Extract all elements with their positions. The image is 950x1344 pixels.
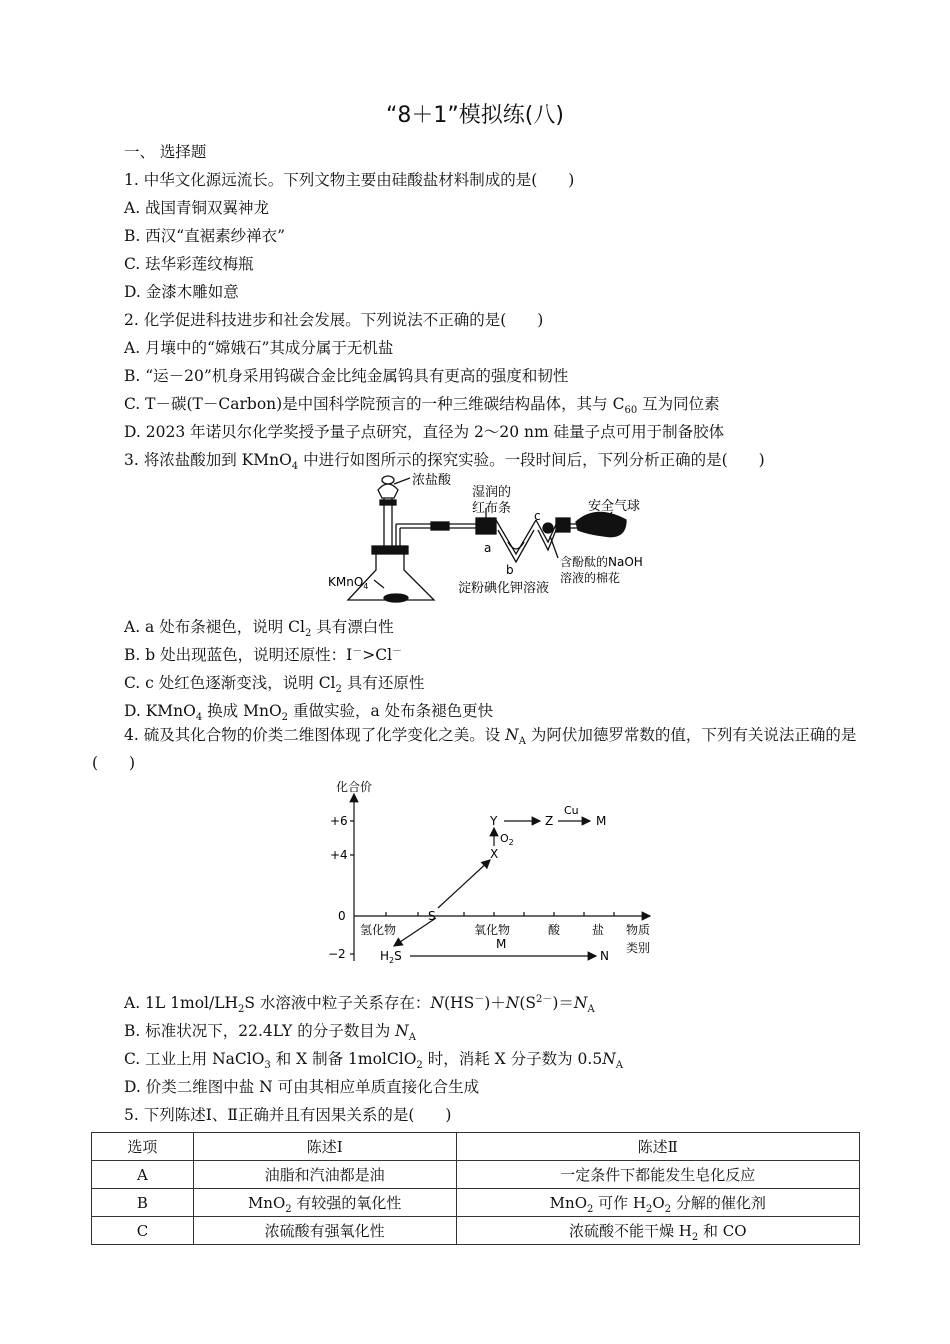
table-row — [92, 1161, 860, 1189]
q5-stem: 5. 下列陈述Ⅰ、Ⅱ正确并且有因果关系的是( ) — [124, 1106, 452, 1124]
cell-statement-1: MnO$_2$ 有较强的氧化性 — [193, 1189, 456, 1217]
q1-stem: 1. 中华文化源远流长。下列文物主要由硅酸盐材料制成的是( ) — [124, 171, 575, 189]
label-a: a — [484, 541, 492, 555]
q4-option-d: D. 价类二维图中盐 N 可由其相应单质直接化合生成 — [124, 1078, 480, 1096]
label-cu: Cu — [564, 804, 579, 817]
label-wet-2: 红布条 — [472, 501, 512, 516]
q2-option-b: B. “运－20”机身采用钨碳合金比纯金属钨具有更高的强度和韧性 — [124, 367, 569, 385]
label-o2: $O_2$ — [500, 832, 514, 847]
cell-statement-1: 浓硫酸有强氧化性 — [193, 1217, 456, 1245]
cell-option: B — [92, 1189, 194, 1217]
q3-option-a: A. a 处布条褪色，说明 $Cl_2$ 具有漂白性 — [124, 618, 394, 640]
cell-statement-2: MnO$_2$ 可作 $H_2O_2$ 分解的催化剂 — [456, 1189, 859, 1217]
page-title: “8＋1”模拟练(八) — [386, 103, 564, 128]
xcat-hydride: 氢化物 — [360, 923, 397, 937]
label-naoh-1: 含酚酞的NaOH — [560, 555, 643, 569]
label-balloon: 安全气球 — [588, 499, 641, 514]
q1-option-a: A. 战国青铜双翼神龙 — [124, 199, 270, 217]
q3-option-d: D. KMnO$_4$ 换成 MnO$_2$ 重做实验，a 处布条褪色更快 — [124, 702, 494, 724]
q4-option-c: C. 工业上用 NaClO$_3$ 和 X 制备 1molClO$_2$ 时，消耗 X 分子数为 $0.5N_A$ — [124, 1050, 623, 1072]
header-statement-2: 陈述Ⅱ — [456, 1133, 859, 1161]
xcat-oxide: 氧化物 — [474, 923, 511, 937]
node-m-lower: M — [496, 937, 507, 951]
node-s: S — [428, 909, 436, 923]
apparatus-figure — [326, 470, 666, 612]
cell-statement-2: 一定条件下都能发生皂化反应 — [456, 1161, 859, 1189]
header-statement-1: 陈述Ⅰ — [193, 1133, 456, 1161]
valence-chart — [324, 776, 664, 972]
label-b: b — [506, 563, 514, 577]
label-naoh-2: 溶液的棉花 — [560, 571, 621, 585]
node-y: Y — [490, 814, 498, 828]
section-heading: 一、 选择题 — [124, 143, 207, 161]
q2-stem: 2. 化学促进科技进步和社会发展。下列说法不正确的是( ) — [124, 311, 544, 329]
label-kmno4: KMnO$_4$ — [328, 575, 369, 591]
q1-option-c: C. 珐华彩莲纹梅瓶 — [124, 255, 254, 273]
ytick-0: 0 — [338, 909, 346, 923]
table-row — [92, 1189, 860, 1217]
label-c: c — [534, 509, 541, 523]
xlabel-1: 物质 — [626, 923, 651, 937]
q3-option-b: B. b 处出现蓝色，说明还原性：I－>Cl－ — [124, 645, 403, 664]
cell-statement-1: 油脂和汽油都是油 — [193, 1161, 456, 1189]
header-option: 选项 — [92, 1133, 194, 1161]
q5-table — [91, 1132, 860, 1245]
cell-option: C — [92, 1217, 194, 1245]
table-header-row — [92, 1133, 860, 1161]
q4-option-a: A. 1L $1mol/LH_2S$ 水溶液中粒子关系存在：$N(HS^-)+N(S^{2-})=N_A$ — [124, 993, 595, 1016]
xcat-acid: 酸 — [548, 923, 561, 937]
q3-stem: 3. 将浓盐酸加到 KMnO$_4$ 中进行如图所示的探究实验。一段时间后，下列分析正确的是( ) — [124, 451, 765, 473]
node-h2s: $H_2S$ — [380, 949, 402, 965]
q3-option-c: C. c 处红色逐渐变浅，说明 $Cl_2$ 具有还原性 — [124, 674, 425, 696]
cell-option: A — [92, 1161, 194, 1189]
xlabel-2: 类别 — [626, 941, 651, 955]
node-m: M — [596, 814, 607, 828]
xcat-salt: 盐 — [592, 923, 605, 937]
q2-option-a: A. 月壤中的“嫦娥石”其成分属于无机盐 — [124, 339, 394, 357]
q4-stem: 4. 硫及其化合物的价类二维图体现了化学变化之美。设 $N_A$ 为阿伏加德罗常数的值，下列有关说法正确的是( ) — [92, 726, 857, 772]
node-x: X — [490, 847, 499, 861]
q4-option-b: B. 标准状况下，22.4LY 的分子数目为 $N_A$ — [124, 1022, 416, 1044]
q1-option-d: D. 金漆木雕如意 — [124, 283, 239, 301]
cell-statement-2: 浓硫酸不能干燥 $H_2$ 和 CO — [456, 1217, 859, 1245]
q2-option-d: D. 2023 年诺贝尔化学奖授予量子点研究，直径为 2～20 nm 硅量子点可用于制备胶体 — [124, 423, 725, 441]
label-ki: 淀粉碘化钾溶液 — [458, 581, 550, 596]
ytick-plus4: +4 — [330, 848, 348, 862]
label-wet-1: 湿润的 — [472, 485, 512, 500]
label-hcl: 浓盐酸 — [412, 473, 452, 488]
ytick-plus6: +6 — [330, 814, 348, 828]
node-n: N — [600, 949, 609, 963]
table-row — [92, 1217, 860, 1245]
node-z: Z — [545, 814, 554, 828]
q2-option-c: C. T－碳(T－Carbon)是中国科学院预言的一种三维碳结构晶体，其与 $C_{60}$ 互为同位素 — [124, 395, 720, 417]
chart-ylabel: 化合价 — [336, 780, 373, 794]
q1-option-b: B. 西汉“直裾素纱禅衣” — [124, 227, 286, 245]
ytick-minus2: −2 — [328, 947, 346, 961]
